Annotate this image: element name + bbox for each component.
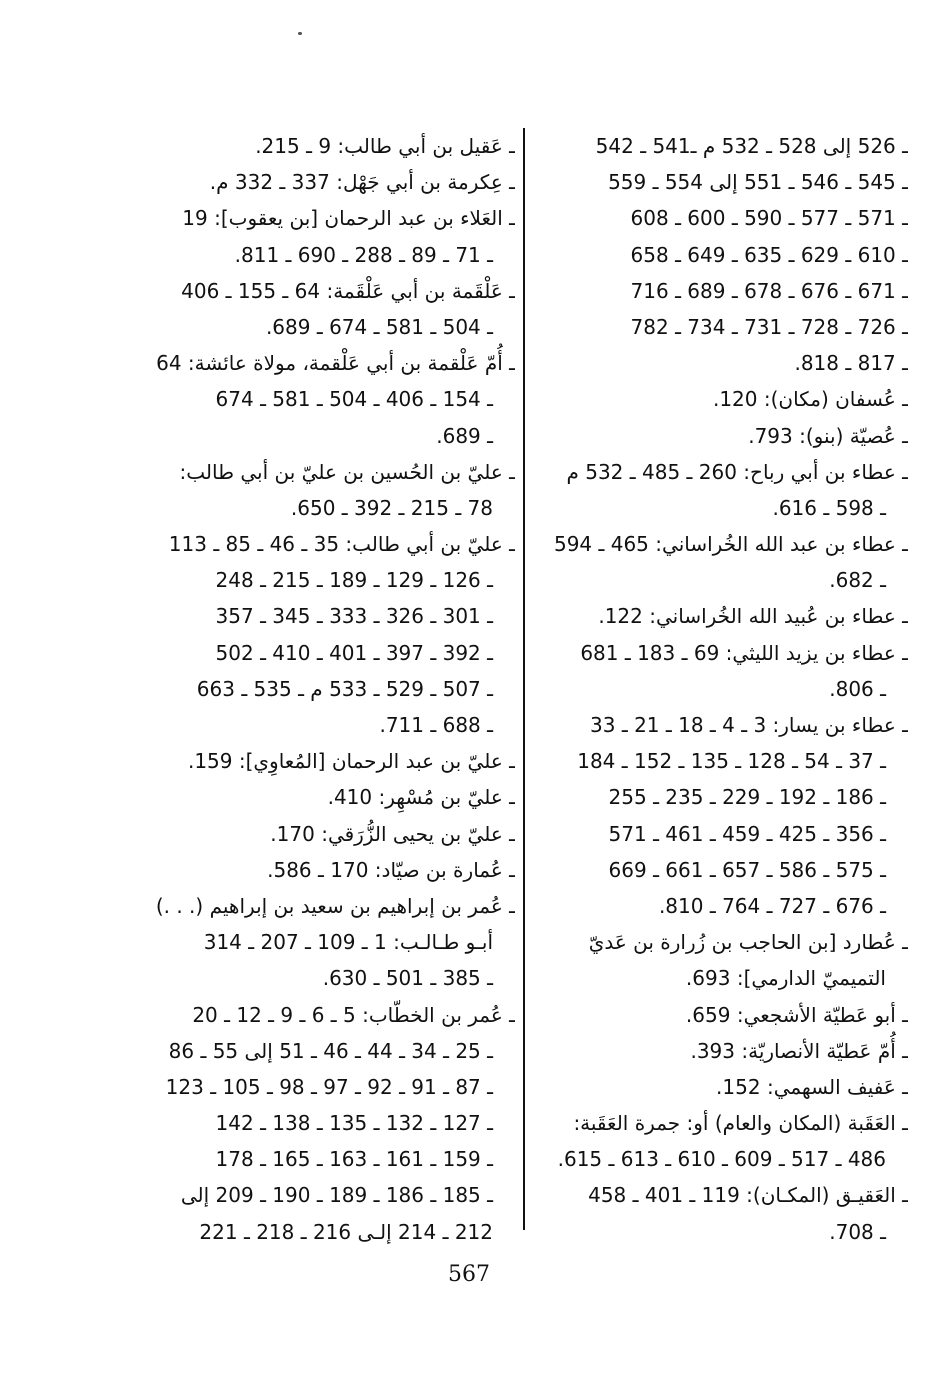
index-entry-line: ـ 689. bbox=[436, 423, 493, 448]
index-entry-line: ـ عُمارة بن صيّاد: 170 ـ 586. bbox=[267, 857, 515, 882]
index-entry-line: ـ عطاء بن يسار: 3 ـ 4 ـ 18 ـ 21 ـ 33 bbox=[590, 713, 908, 737]
index-entry-line: ـ عُصيّة (بنو): 793. bbox=[748, 423, 908, 448]
index-entry-line: ـ 726 ـ 728 ـ 731 ـ 734 ـ 782 bbox=[630, 314, 908, 339]
index-entry-line: ـ العَقَبة (المكان والعام) أو: جمرة العَقَبة: bbox=[573, 1111, 908, 1136]
index-entry-line: التميميّ الدارمي]: 693. bbox=[685, 966, 886, 991]
index-entry-line: ـ عُمر بن الخطّاب: 5 ـ 6 ـ 9 ـ 12 ـ 20 bbox=[192, 1002, 515, 1027]
index-entry-line: ـ عليّ بن عبد الرحمان [المُعاوِي]: 159. bbox=[187, 749, 515, 774]
index-entry-line: ـ أُمّ عَلْقمة بن أبي عَلْقمة، مولاة عائشة: 64 bbox=[156, 351, 515, 376]
index-entry-line: ـ عطاء بن أبي رباح: 260 ـ 485 ـ 532 م bbox=[566, 459, 908, 484]
index-entry-line: 212 ـ 214 إلـى 216 ـ 218 ـ 221 bbox=[199, 1219, 493, 1244]
index-entry-line: ـ أبو عَطيّة الأشجعي: 659. bbox=[685, 1002, 908, 1027]
index-entry-line: ـ 159 ـ 161 ـ 163 ـ 165 ـ 178 bbox=[215, 1147, 493, 1172]
index-entry-line: ـ 504 ـ 581 ـ 674 ـ 689. bbox=[265, 314, 493, 339]
index-entry-line: ـ 708. bbox=[829, 1219, 886, 1244]
index-entry-line: ـ عِكرمة بن أبي جَهْل: 337 ـ 332 م. bbox=[209, 170, 515, 195]
index-entry-line: ـ 25 ـ 34 ـ 44 ـ 46 ـ 51 إلى 55 ـ 86 bbox=[168, 1038, 493, 1063]
index-entry-line: ـ 676 ـ 727 ـ 764 ـ 810. bbox=[658, 893, 886, 918]
index-entry-line: ـ 392 ـ 397 ـ 401 ـ 410 ـ 502 bbox=[215, 640, 493, 665]
index-entry-line: ـ 186 ـ 192 ـ 229 ـ 235 ـ 255 bbox=[608, 785, 886, 810]
index-entry-line: ـ 126 ـ 129 ـ 189 ـ 215 ـ 248 bbox=[215, 568, 493, 593]
index-entry-line: ـ أُمّ عَطيّة الأنصاريّة: 393. bbox=[690, 1038, 908, 1063]
index-entry-line: ـ 71 ـ 89 ـ 288 ـ 690 ـ 811. bbox=[234, 242, 493, 267]
index-entry-line: ـ عُطارد [بن الحاجب بن زُرارة بن عَديّ bbox=[588, 930, 908, 955]
index-entry-line: ـ العَلاء بن عبد الرحمان [بن يعقوب]: 19 bbox=[182, 206, 515, 231]
index-entry-line: ـ عطاء بن يزيد الليثي: 69 ـ 183 ـ 681 bbox=[580, 640, 908, 665]
index-entry-line: ـ 526 إلى 528 ـ 532 م ـ541 ـ 542 bbox=[595, 134, 908, 158]
right-column bbox=[532, 128, 908, 1250]
index-entry-line: ـ 545 ـ 546 ـ 551 إلى 554 ـ 559 bbox=[608, 170, 908, 195]
index-entry-line: ـ عُسفان (مكان): 120. bbox=[712, 387, 908, 412]
index-entry-line: ـ عليّ بن يحيى الزُّرَقي: 170. bbox=[270, 821, 515, 846]
index-entry-line: ـ 817 ـ 818. bbox=[794, 351, 908, 376]
index-entry-line: ـ 356 ـ 425 ـ 459 ـ 461 ـ 571 bbox=[608, 821, 886, 846]
index-entry-line: ـ عَقيل بن أبي طالب: 9 ـ 215. bbox=[255, 134, 515, 158]
left-column bbox=[130, 128, 515, 1250]
index-entry-line: ـ 507 ـ 529 ـ 533 م ـ 535 ـ 663 bbox=[196, 676, 493, 701]
index-entry-line: أبـو طـالـب: 1 ـ 109 ـ 207 ـ 314 bbox=[203, 930, 493, 955]
index-entry-line: 486 ـ 517 ـ 609 ـ 610 ـ 613 ـ 615. bbox=[557, 1147, 886, 1172]
index-entry-line: ـ عُمر بن إبراهيم بن سعيد بن إبراهيم (. . .) bbox=[155, 893, 515, 918]
scan-speck bbox=[298, 32, 302, 35]
index-entry-line: ـ 688 ـ 711. bbox=[379, 713, 493, 737]
index-entry-line: ـ 806. bbox=[829, 676, 886, 701]
index-entry-line: ـ عطاء بن عبد الله الخُراساني: 465 ـ 594 bbox=[553, 532, 908, 557]
index-entry-line: ـ عَفيف السهمي: 152. bbox=[716, 1074, 908, 1099]
page-number: 567 bbox=[448, 1262, 490, 1287]
index-entry-line: ـ عطاء بن عُبيد الله الخُراساني: 122. bbox=[598, 604, 908, 629]
index-entry-line: ـ 37 ـ 54 ـ 128 ـ 135 ـ 152 ـ 184 bbox=[577, 749, 886, 774]
column-divider bbox=[523, 128, 525, 1230]
index-entry-line: ـ 87 ـ 91 ـ 92 ـ 97 ـ 98 ـ 105 ـ 123 bbox=[165, 1074, 493, 1099]
index-entry-line: ـ 571 ـ 577 ـ 590 ـ 600 ـ 608 bbox=[630, 206, 908, 231]
index-entry-line: ـ 127 ـ 132 ـ 135 ـ 138 ـ 142 bbox=[215, 1111, 493, 1136]
index-entry-line: ـ 598 ـ 616. bbox=[772, 495, 886, 520]
index-entry-line: ـ 301 ـ 326 ـ 333 ـ 345 ـ 357 bbox=[215, 604, 493, 629]
index-entry-line: ـ عليّ بن الحُسين بن عليّ بن أبي طالب: bbox=[179, 459, 515, 484]
index-entry-line: ـ 671 ـ 676 ـ 678 ـ 689 ـ 716 bbox=[630, 278, 908, 303]
index-entry-line: ـ 575 ـ 586 ـ 657 ـ 661 ـ 669 bbox=[608, 857, 886, 882]
index-entry-line: ـ عَلْقَمة بن أبي عَلْقَمة: 64 ـ 155 ـ 406 bbox=[181, 278, 515, 303]
index-entry-line: ـ 682. bbox=[829, 568, 886, 593]
index-entry-line: ـ العَقيـق (المكـان): 119 ـ 401 ـ 458 bbox=[588, 1183, 908, 1208]
index-entry-line: 78 ـ 215 ـ 392 ـ 650. bbox=[290, 495, 493, 520]
index-entry-line: ـ 385 ـ 501 ـ 630. bbox=[322, 966, 493, 991]
index-entry-line: ـ 154 ـ 406 ـ 504 ـ 581 ـ 674 bbox=[215, 387, 493, 412]
index-entry-line: ـ عليّ بن أبي طالب: 35 ـ 46 ـ 85 ـ 113 bbox=[168, 532, 515, 557]
index-entry-line: ـ 185 ـ 186 ـ 189 ـ 190 ـ 209 إلى bbox=[180, 1183, 493, 1208]
index-entry-line: ـ 610 ـ 629 ـ 635 ـ 649 ـ 658 bbox=[630, 242, 908, 267]
index-entry-line: ـ عليّ بن مُسْهِر: 410. bbox=[327, 785, 515, 810]
